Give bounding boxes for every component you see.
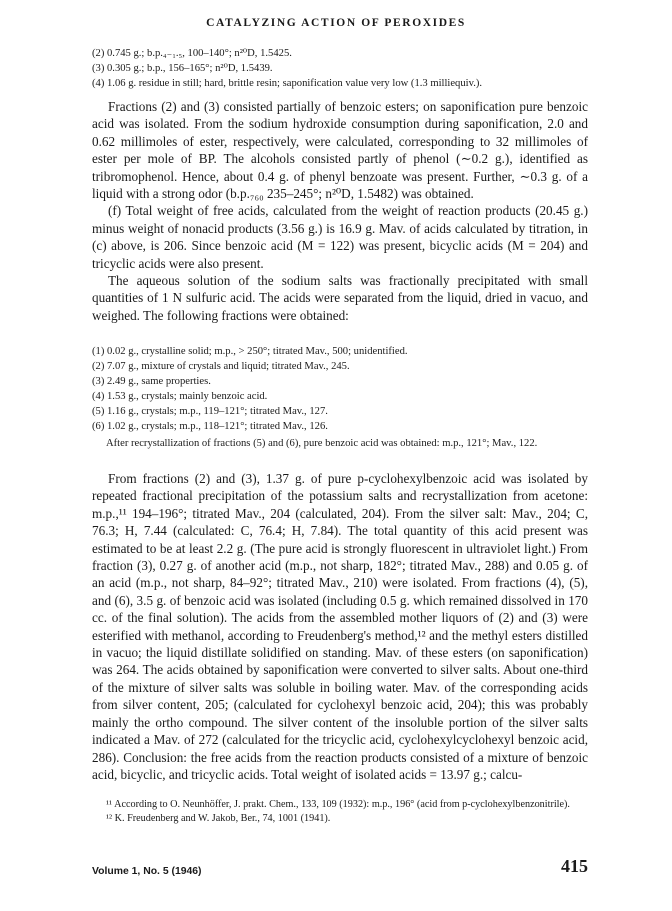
note-paragraph: After recrystallization of fractions (5) and (6), pure benzoic acid was obtained: m.p., 121°; Mav., 122. bbox=[106, 438, 538, 449]
fraction-item: (1) 0.02 g., crystalline solid; m.p., > 250°; titrated Mav., 500; unidentified. bbox=[92, 346, 408, 357]
body-section-1 bbox=[92, 98, 588, 324]
paragraph: Fractions (2) and (3) consisted partially of benzoic esters; on saponification pure benzoic acid was isolated. From the sodium hydroxide consumption during saponification, 2.0 and 0.62 millimoles of ester, respectively, were calculated, corresponding to 32 millimoles of ester per mole of BP. The alcohols consisted partly of phenol (∼0.2 g.), identified as tribromophenol. Hence, about 0.4 g. of phenyl benzoate was present. Further, ∼0.3 g. of a liquid with a strong odor (b.p.₇₆₀ 235–245°; n²⁰D, 1.5482) was obtained. bbox=[92, 99, 588, 202]
footnote: ¹² K. Freudenberg and W. Jakob, Ber., 74, 1001 (1941). bbox=[106, 813, 331, 824]
fraction-item: (2) 7.07 g., mixture of crystals and liquid; titrated Mav., 245. bbox=[92, 361, 350, 372]
recrystallization-note bbox=[92, 437, 588, 452]
fraction-item: (3) 0.305 g.; b.p., 156–165°; n²⁰D, 1.5439. bbox=[92, 63, 273, 74]
fraction-item: (2) 0.745 g.; b.p.₄₋₁.₅, 100–140°; n²⁰D, 1.5425. bbox=[92, 48, 292, 59]
page-number: 415 bbox=[561, 856, 588, 876]
fraction-list-top bbox=[92, 46, 588, 91]
volume-footer: Volume 1, No. 5 (1946) bbox=[92, 866, 202, 877]
fraction-list bbox=[92, 344, 588, 434]
footnotes bbox=[92, 798, 588, 826]
body-section-2 bbox=[92, 470, 588, 783]
fraction-item: (6) 1.02 g., crystals; m.p., 118–121°; titrated Mav., 126. bbox=[92, 421, 328, 432]
paragraph: The aqueous solution of the sodium salts was fractionally precipitated with small quantities of 1 N sulfuric acid. The acids were separated from the liquid, dried in vacuo, and weighed. The following fractions were obtained: bbox=[92, 273, 588, 323]
running-head: CATALYZING ACTION OF PEROXIDES bbox=[206, 17, 466, 29]
footnote: ¹¹ According to O. Neunhöffer, J. prakt. Chem., 133, 109 (1932): m.p., 196° (acid from p-cyclohexylbenzonitrile). bbox=[106, 799, 570, 810]
fraction-item: (5) 1.16 g., crystals; m.p., 119–121°; titrated Mav., 127. bbox=[92, 406, 328, 417]
paragraph: (f) Total weight of free acids, calculated from the weight of reaction products (20.45 g.) minus weight of nonacid products (3.56 g.) is 16.9 g. Mav. of acids calculated by titration, in (c) above, is 206. Since benzoic acid (M = 122) was present, bicyclic acids (M = 204) and tricyclic acids were also present. bbox=[92, 203, 588, 271]
paragraph: From fractions (2) and (3), 1.37 g. of pure p-cyclohexylbenzoic acid was isolated by repeated fractional precipitation of the potassium salts and recrystallization from acetone: m.p.,¹¹ 194–196°; titrated Mav., 204 (calculated, 204). From the silver salt: Mav., 204; C, 76.3; H, 7.44 (calculated: C, 76.4; H, 7.84). The total quantity of this acid present was estimated to be at least 2.2 g. (The pure acid is strongly fluorescent in ultraviolet light.) From fraction (3), 0.27 g. of another acid (m.p., not sharp, 182°; titrated Mav., 288) and 0.05 g. of an acid (m.p., not sharp, 84–92°; titrated Mav., 210) were isolated. From fractions (4), (5), and (6), 3.5 g. of benzoic acid was isolated (including 0.5 g. which remained dissolved in 170 cc. of the final solution). The acids from the assembled mother liquors of (2) and (3) were esterified with methanol, according to Freudenberg's method,¹² and the methyl esters distilled in vacuo; the liquid distillate solidified on standing. Mav. of these esters (on saponification) was 264. The acids obtained by saponification were converted to silver salts. About one-third of the mixture of silver salts was soluble in boiling water. Mav. of the corresponding acids from silver content, 205; (calculated for cyclohexyl benzoic acid, 204); this was probably mainly the ortho compound. The silver content of the insoluble portion of the silver salts indicated a Mav. of 272 (calculated for the tricyclic acid, cyclohexylcyclohexyl benzoic acid, 286). Conclusion: the free acids from the reaction products consisted of a mixture of benzoic acid, bicyclic, and tricyclic acids. Total weight of isolated acids = 13.97 g.; calcu- bbox=[92, 471, 588, 782]
fraction-item: (3) 2.49 g., same properties. bbox=[92, 376, 211, 387]
fraction-item: (4) 1.53 g., crystals; mainly benzoic acid. bbox=[92, 391, 268, 402]
fraction-item: (4) 1.06 g. residue in still; hard, brittle resin; saponification value very low (1.3 milliequiv.). bbox=[92, 78, 483, 89]
